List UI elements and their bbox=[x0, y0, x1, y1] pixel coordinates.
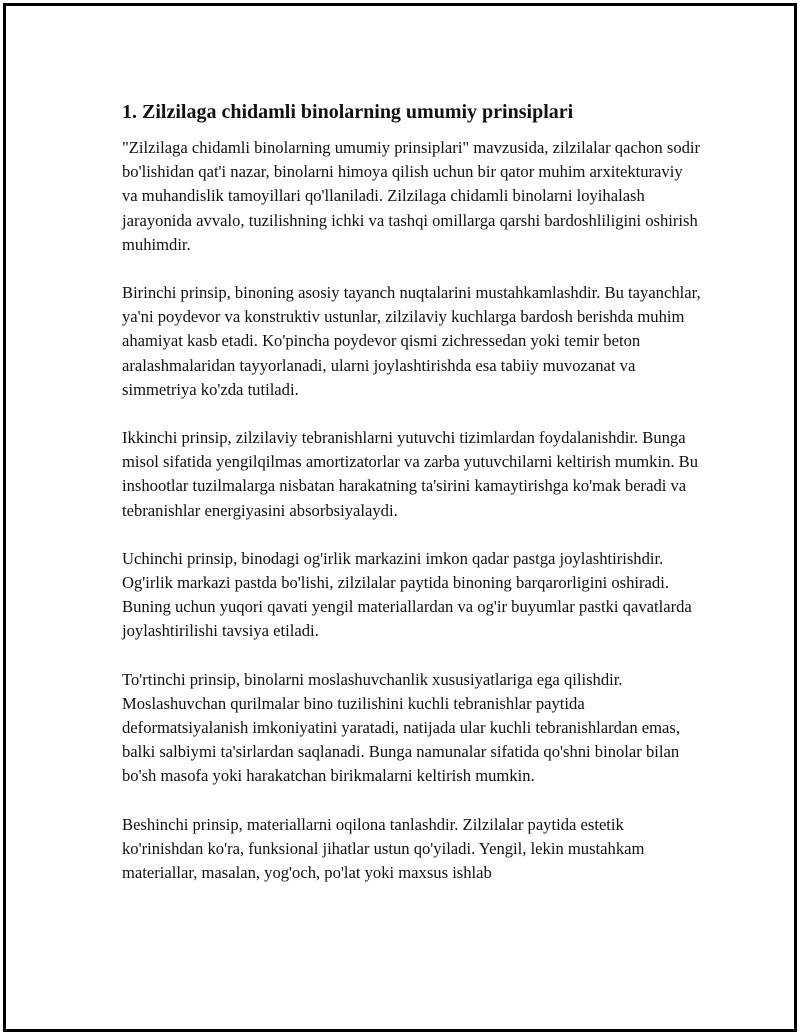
section-heading: 1. Zilzilaga chidamli binolarning umumiy prinsiplari bbox=[122, 101, 574, 123]
paragraph-third-principle: Uchinchi prinsip, binodagi og'irlik markazini imkon qadar pastga joylashtirishdir. Og'irlik markazi pastda bo'lishi, zilzilalar paytida binoning barqarorligini oshiradi. Buning uchun yuqori qavati yengil materiallardan va og'ir buyumlar pastki qavatlarda joylashtirilishi tavsiya etiladi. bbox=[122, 548, 692, 641]
document-body bbox=[122, 98, 702, 909]
paragraph-first-principle: Birinchi prinsip, binoning asosiy tayanch nuqtalarini mustahkamlashdir. Bu tayanchlar, ya'ni poydevor va konstruktiv ustunlar, zilzilaviy kuchlarga bardosh berishda muhim ahamiyat kasb etadi. Ko'pincha poydevor qismi zichressedan yoki temir beton aralashmalaridan tayyorlanadi, ularni joylashtirishda esa tabiiy muvozanat va simmetriya ko'zda tutiladi. bbox=[122, 283, 701, 399]
page-frame bbox=[3, 3, 797, 1032]
paragraph-second-principle: Ikkinchi prinsip, zilzilaviy tebranishlarni yutuvchi tizimlardan foydalanishdir. Bunga misol sifatida yengilqilmas amortizatorlar va zarba yutuvchilarni keltirish mumkin. Bu inshootlar tuzilmalarga nisbatan harakatning ta'sirini kamaytirishga ko'mak beradi va tebranishlar energiyasini absorbsiyalaydi. bbox=[122, 428, 699, 520]
paragraph-intro: "Zilzilaga chidamli binolarning umumiy prinsiplari" mavzusida, zilzilalar qachon sodir bo'lishidan qat'i nazar, binolarni himoya qilish uchun bir qator muhim arxitekturaviy va muhandislik tamoyillari qo'llaniladi. Zilzilaga chidamli binolarni loyihalash jarayonida avvalo, tuzilishning ichki va tashqi omillarga qarshi bardoshliligini oshirish muhimdir. bbox=[122, 138, 701, 254]
paragraph-fourth-principle: To'rtinchi prinsip, binolarni moslashuvchanlik xususiyatlariga ega qilishdir. Moslashuvchan qurilmalar bino tuzilishini kuchli tebranishlar paytida deformatsiyalanish imkoniyatini yaratadi, natijada ular kuchli tebranishlardan emas, balki salbiymi ta'sirlardan saqlanadi. Bunga namunalar sifatida qo'shni binolar bilan bo'sh masofa yoki harakatchan birikmalarni keltirish mumkin. bbox=[122, 669, 681, 786]
paragraph-fifth-principle: Beshinchi prinsip, materiallarni oqilona tanlashdir. Zilzilalar paytida estetik ko'rinishdan ko'ra, funksional jihatlar ustun qo'yiladi. Yengil, lekin mustahkam materiallar, masalan, yog'och, po'lat yoki maxsus ishlab bbox=[122, 814, 645, 883]
